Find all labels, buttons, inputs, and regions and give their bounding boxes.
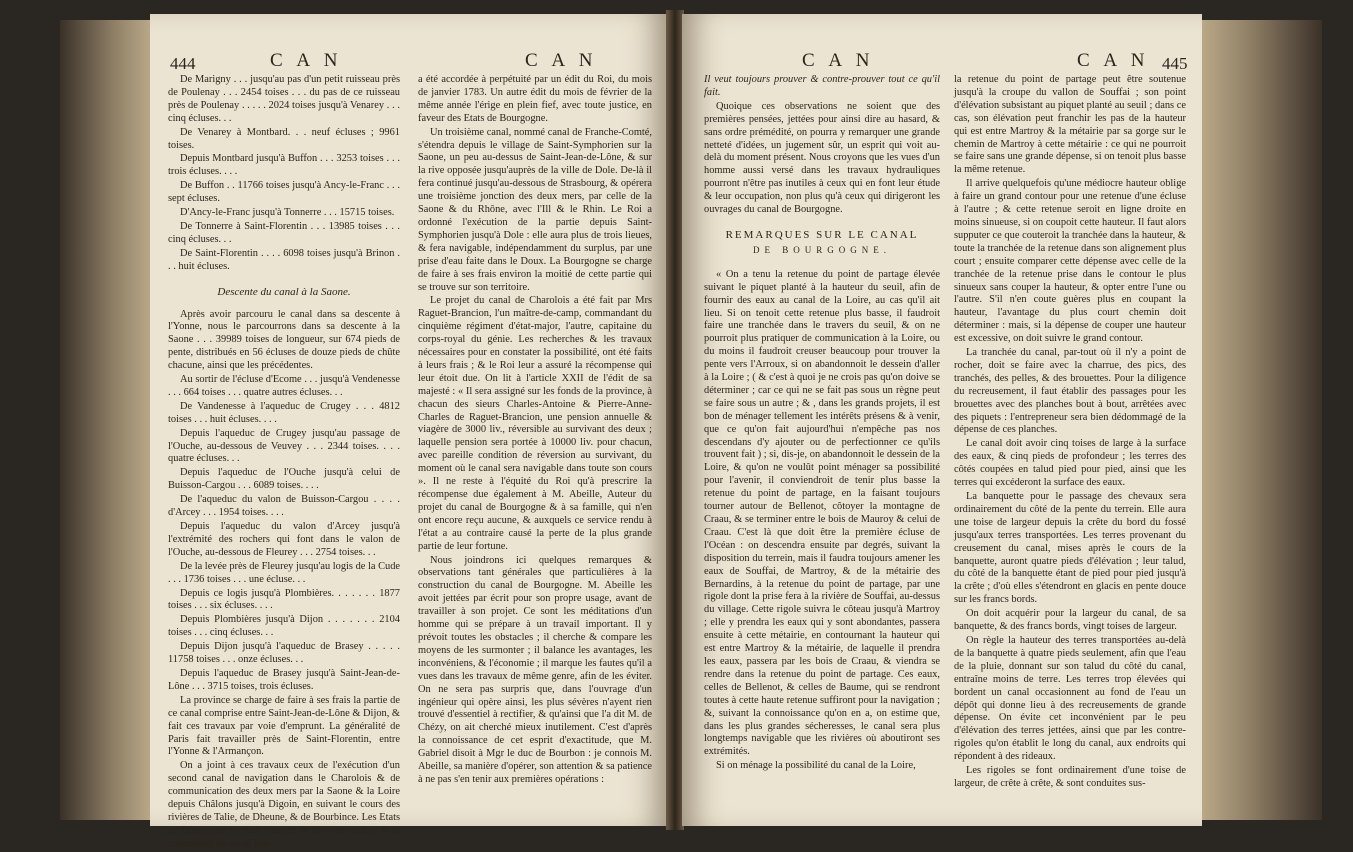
- paragraph: Depuis l'aqueduc de Brasey jusqu'à Saint-Jean-de-Lône . . . 3715 toises, trois écluses.: [168, 667, 400, 692]
- paragraph: Depuis l'aqueduc de l'Ouche jusqu'à celui de Buisson-Cargou . . . 6089 toises. . . .: [168, 467, 400, 492]
- paragraph: De la levée près de Fleurey jusqu'au logis de la Cude . . . 1736 toises . . . une écluse. . .: [168, 560, 401, 585]
- paragraph: Il veut toujours prouver & contre-prouver tout ce qu'il fait.: [704, 74, 940, 98]
- paragraph: Il arrive quelquefois qu'une médiocre hauteur oblige à faire un grand contour pour une retenue d'une écluse à l'autre ; & cette retenue seroit en ligne droite en moins sinueuse, si on coupoit cette hauteur. Il faut alors supputer ce que couteroit la tranchée dans la hauteur, & toute la tranchée de la retenue dans son alignement plus court ; ensuite comparer cette dépense avec celle de la tranchée de la retenue prise dans le contour le plus sinueux sans couper la hauteur, & opter entre l'une ou l'autre. S'il n'en coute guères plus en coupant la hauteur, l'avantage du plus court chemin doit déterminer : mais, si la dépense de couper une hauteur est excessive, on doit suivre le grand contour.: [954, 178, 1186, 345]
- paragraph: Au sortir de l'écluse d'Ecome . . . jusqu'à Vendenesse . . . 664 toises . . . quatre autres écluses. . .: [168, 374, 400, 398]
- paragraph: Le projet du canal de Charolois a été fait par Mrs Raguet-Brancion, l'un maître-de-camp, commandant du cinquième régiment d'état-major, l'autre, capitaine du corps-royal du génie. Les recherches & les travaux nécessaires pour en constater la possibilité, ont été faits à leurs frais ; & le Roi leur a assuré la récompense qui leur étoit due. On lit à l'article XXII de l'édit de sa majesté : « Il sera assigné sur les fonds de la province, à chacun des sieurs Charles-Antoine & Pierre-Anne-Charles de Raguet-Brancion, une pension annuelle & viagère de 3000 liv., réversible au survivant des deux ; laquelle pension sera portée à 10000 liv. pour chacun, avec pareille condition de réversion au survivant, du moment où le canal sera navigable dans toute son cours ». Il ne reste à l'équité du Roi qu'à prescrire la récompense due également à M. Abeille, Auteur du projet du canal de Bourgogne & à sa famille, qui n'en ont encore reçu aucune, & auxquels ce service rendu à l'état a au contraire causé la perte de la plus grande partie de leur fortune.: [418, 295, 652, 552]
- paragraph: Depuis l'aqueduc de Crugey jusqu'au passage de l'Ouche, au-dessous de Veuvey . . . 2344 toises. . . . quatre écluses. . .: [168, 427, 400, 465]
- running-head-left-col1: C A N: [270, 50, 343, 71]
- paragraph: a été accordée à perpétuité par un édit du Roi, du mois de janvier 1783. Un autre édit du mois de février de la même année l'érige en plein fief, avec toute justice, en faveur des Etats de Bourgogne.: [418, 74, 652, 124]
- right-column-2: [954, 74, 1186, 792]
- paragraph: On doit acquérir pour la largeur du canal, de sa banquette, & des francs bords, vingt toises de largeur.: [954, 608, 1186, 633]
- running-head-right-col1: C A N: [802, 50, 875, 71]
- paragraph: Quoique ces observations ne soient que des premières pensées, jettées pour ainsi dire au hasard, & sans ordre prémédité, on pourra y remarquer une grande netteté d'idées, un jugement sûr, un esprit qui voit au-delà du moment présent. Nous croyons que les vues d'un homme aussi versé dans les travaux hydrauliques pourront n'être pas inutiles à ceux qui en font leur étude & leur occupation, non plus qu'à ceux qui dirigeront les ouvrages du canal de Bourgogne.: [704, 100, 940, 216]
- left-column-2: [418, 74, 652, 788]
- paragraph: la retenue du point de partage peut être soutenue jusqu'à la croupe du vallon de Souffai ; son point d'élévation subsistant au piquet planté au seuil ; dans ce cas, son élévation peut franchir les pas de la hauteur qui est entre Martroy & la métairie par sa gorge sur le chemin de Martroy à cette métairie : ce qui ne pourroit se faire sans une grande dépense, si on tenoit plus basse la même retenue.: [954, 74, 1186, 176]
- paragraph: Depuis Montbard jusqu'à Buffon . . . 3253 toises . . . trois écluses. . . .: [168, 153, 400, 178]
- paragraph: Depuis Plombières jusqu'à Dijon . . . . . . . 2104 toises . . . cinq écluses. . .: [168, 614, 400, 639]
- paragraph: La tranchée du canal, par-tout où il n'y a point de rocher, doit se faire avec la charrue, des pics, des tranchés, des pelles, & des brouettes. Pour la diligence du recreusement, il faut établir des passages pour les brouettes avec des planches bout à bout, arrêtées avec des piquets : l'entrepreneur sera bien dédommagé de la dépense de ces planches.: [954, 347, 1186, 436]
- section-subheading: Descente du canal à la Saone.: [217, 285, 351, 298]
- right-column-1: [704, 74, 940, 774]
- paragraph: Un troisième canal, nommé canal de Franche-Comté, s'étendra depuis le village de Saint-Symphorien sur la Saone, un peu au-dessus de Saint-Jean-de-Lône, & sur la rive opposée jusqu'auprès de la ville de Dole. De-là il fera continué jusqu'au-dessous de Strasbourg, & opérera une troisième jonction des deux mers, par celle de la Saone & du Rhône, avec l'Ill & le Rhin. Le Roi a ordonné l'exécution de la partie depuis Saint-Symphorien jusqu'à Dole : elle aura plus de trois lieues, & fera navigable, indépendamment du surplus, par une prise d'eau faite dans le Doux. La Bourgogne se charge de faire à ses frais environ la moitié de cette partie qui se trouve sur son territoire.: [418, 126, 652, 293]
- paragraph: De l'aqueduc du valon de Buisson-Cargou . . . . d'Arcey . . . 1954 toises. . . .: [168, 494, 400, 519]
- paragraph: On règle la hauteur des terres transportées au-delà de la banquette à quatre pieds seulement, afin que l'eau de la pluie, donnant sur son talud du côté du canal, entraîne moins de terre. Les terres trop élevées qui bordent un canal occasionnent au fond de l'eau un dépôt qui donne lieu à des recreusements de grande dépense. On évite cet inconvénient par le peu d'élévation des terres jettées, ainsi que par les contre-rigoles qu'on établit le long du canal, aux endroits qui répondent à des rideaux.: [954, 634, 1186, 763]
- paragraph: La province se charge de faire à ses frais la partie de ce canal comprise entre Saint-Jean-de-Lône & Dijon, & fait ces travaux par voie d'emprunt. La généralité de Paris fait travailler près de Saint-Florentin, entre l'Yonne & l'Armançon.: [168, 694, 400, 758]
- remarks-heading: REMARQUES SUR LE CANAL: [725, 228, 919, 241]
- paragraph: Depuis l'aqueduc du valon d'Arcey jusqu'à l'extrémité des rochers qui font dans le valon de l'Ouche, au-dessous de Fleurey . . . 2754 toises. . .: [168, 521, 400, 558]
- page-number-left: 444: [170, 54, 196, 73]
- paragraph: « On a tenu la retenue du point de partage élevée suivant le piquet planté à la hauteur du seuil, afin de fournir des eaux au canal de la Loire, au cas qu'il ait lieu. Si on tenoit cette retenue plus basse, il faudroit faire une tranchée dans le travers du seuil, & on ne pourroit plus pratiquer de communication à la Loire, ou du moins il faudroit creuser beaucoup pour trouver la pente vers l'Arroux, si on abandonnoit le dessein d'aller à la Loire ; ( & c'est à quoi je ne crois pas qu'on doive se déterminer ; car ce qui ne se fait pas sous un règne peut se faire sous un autre ; & , dans les grands projets, il est bon de ménager tellement les intérêts présens & à venir, que ce qu'on fait aujourd'hui n'empêche pas nos descendans d'y ajouter ou de perfectionner ce qu'ils trouvent fait ) ; si, dis-je, on abandonnoit le dessein de la Loire, & qu'on ne voulût point ménager sa possibilité pour l'avenir, il conviendroit de tenir plus basse la retenue du point de partage, en la faisant toujours tourner autour de Bellenot, côtoyer la montagne de Craau, & se terminer entre le bois de Mauroy & celui de Craau. C'est là que doit être la première écluse de l'Océan : on descendra ensuite par degrés, suivant la disposition du terrein, mais il faudra toujours amener les eaux de Souffai, de Martroy, & de la métairie des Bernardins, à la retenue du point de partage, par une rigole dont la prise fera à la rivière de Souffai, au-dessus du village. Cette rigole suivra le côteau jusqu'à Martroy ; elle y prendra les eaux qui y sont abondantes, passera ensuite à cette métairie, en contournant la hauteur qui est entre Martroy & la métairie, de laquelle il prendra les eaux, passera par les bois de Craau, & viendra se rendre dans la retenue du point de partage. Ces eaux, celles de Bellenot, & celles de Baume, qui se rendront toutes à cette haute retenue suffiront pour la navigation ; &, suivant la connoissance qu'on en a, on estime que, dans les plus grandes sécheresses, le canal sera plus longtemps navigable que les rivières où aboutiront ses extrémités.: [704, 268, 940, 758]
- paragraph: De Vandenesse à l'aqueduc de Crugey . . . 4812 toises . . . huit écluses. . . .: [168, 400, 400, 425]
- paragraph: Après avoir parcouru le canal dans sa descente à l'Yonne, nous le parcourrons dans sa descente à la Saone . . . 39989 toises de longueur, sur 674 pieds de pente, distribués en 56 écluses de douze pieds de chûte chacune, ainsi que les précédentes.: [168, 308, 400, 372]
- paragraph: On a joint à ces travaux ceux de l'exécution d'un second canal de navigation dans le Charolois & de communication des deux mers par la Saone & la Loire depuis Châlons jusqu'à Digoin, en suivant le cours des rivières de Talie, de Dheune, & de Bourbince. Les Etats de Bourgogne se sont chargés de la construction, & la concession du canal leur: [168, 760, 400, 849]
- paragraph: Nous joindrons ici quelques remarques & observations tant générales que particulières à la construction du canal de Bourgogne. M. Abeille les avoit jettées par écrit pour son propre usage, avant de travailler à son projet. Ce sont les méditations d'un homme qui se prépare à un travail important. Il y prévoit toutes les obstacles ; il cherche & compare les moyens de les surmonter ; il balance les avantages, les inconvéniens, & l'économie ; il marque les fautes qu'il a vues dans les travaux de même genre, afin de les éviter. On ne sera pas surpris que, dans l'ouvrage d'un ingénieur qui opère ainsi, les plus sévères n'ayent rien trouvé d'essentiel à rectifier, & qu'ainsi que l'a dit M. de Chézy, on ait cherché mieux inutilement. C'est d'après la connoissance de cet esprit d'exactitude, que M. Gabriel disoit à Mgr le duc de Bourbon : je connois M. Abeille, sa manière d'opérer, son attention & sa patience à ne pas s'en tenir aux premières opérations :: [418, 554, 653, 785]
- paragraph: De Buffon . . 11766 toises jusqu'à Ancy-le-Franc . . . sept écluses.: [168, 180, 400, 205]
- left-page: [150, 14, 668, 849]
- running-head-right-col2: C A N: [1077, 50, 1150, 71]
- paragraph: De Marigny . . . jusqu'au pas d'un petit ruisseau près de Poulenay . . . 2454 toises . . . du pas de ce ruisseau près de Poulenay . . . . . 2024 toises jusqu'à Venarey . . . cinq écluses. . .: [168, 74, 400, 124]
- paragraph: La banquette pour le passage des chevaux sera ordinairement du côté de la pente du terrein. Elle aura une toise de largeur depuis la crête du bord du fossé jusqu'aux terres transportées. Les terres provenant du creusement du canal, mises après le cours de la banquette, auront quatre pieds d'élévation ; leur talud, du côté de la banquette étant de pied pour pied jusqu'à la crête ; d'où elles s'étendront en glacis en pente douce sur les francs bords.: [954, 491, 1186, 606]
- paragraph: D'Ancy-le-Franc jusqu'à Tonnerre . . . 15715 toises.: [180, 207, 395, 219]
- paragraph: Le canal doit avoir cinq toises de large à la surface des eaux, & cinq pieds de profondeur ; les terres des côtés coupées en talud pied pour pied, ainsi que les terres qui excéderont la surface des eaux.: [954, 438, 1186, 489]
- paragraph: Depuis Dijon jusqu'à l'aqueduc de Brasey . . . . . 11758 toises . . . onze écluses. . .: [168, 641, 400, 666]
- paragraph: De Saint-Florentin . . . . 6098 toises jusqu'à Brinon . . . huit écluses.: [168, 247, 400, 272]
- page-number-right: 445: [1162, 54, 1188, 73]
- left-page-edges: [60, 20, 150, 820]
- paragraph: Depuis ce logis jusqu'à Plombières. . . . . . . 1877 toises . . . six écluses. . . .: [168, 587, 400, 612]
- left-column-1: [168, 74, 400, 852]
- right-page: [682, 14, 1202, 826]
- paragraph: De Tonnerre à Saint-Florentin . . . 13985 toises . . . cinq écluses. . .: [168, 220, 400, 245]
- running-head-left-col2: C A N: [525, 50, 598, 71]
- paragraph: De Venarey à Montbard. . . neuf écluses ; 9961 toises.: [168, 126, 400, 151]
- paragraph: Si on ménage la possibilité du canal de la Loire,: [716, 760, 916, 772]
- remarks-subheading: DE BOURGOGNE.: [753, 244, 891, 255]
- right-page-edges: [1202, 20, 1322, 820]
- paragraph: Les rigoles se font ordinairement d'une toise de largeur, de crête à crête, & sont conduites sus-: [954, 765, 1186, 789]
